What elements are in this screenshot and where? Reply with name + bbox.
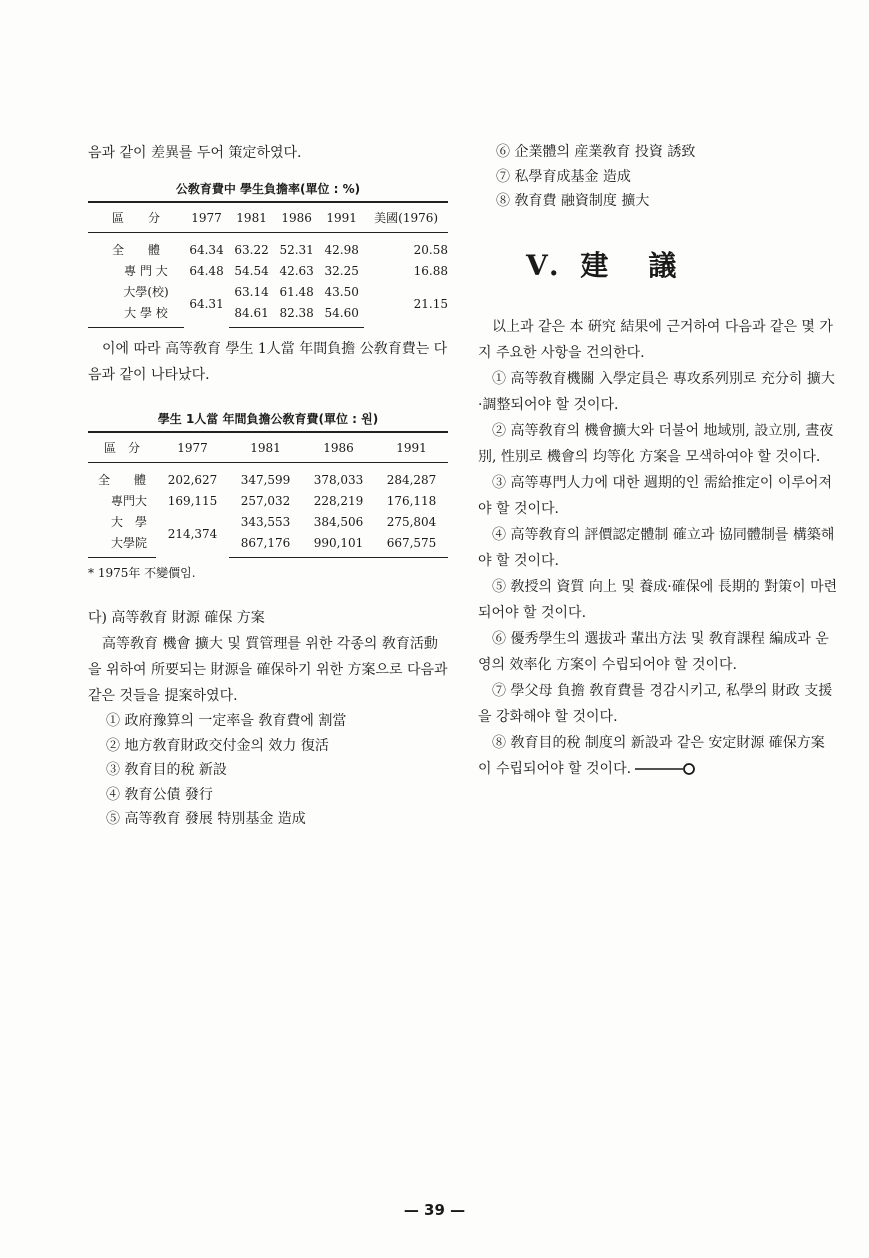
- recommendation-item: [478, 730, 838, 782]
- funding-proposal-list: [88, 709, 448, 832]
- table-row: [88, 511, 448, 532]
- left-column: [88, 140, 448, 832]
- recommendation-item: ② 高等敎育의 機會擴大와 더불어 地域別, 設立別, 晝夜別, 性別로 機會의 均等化 方案을 모색하여야 할 것이다.: [478, 422, 834, 465]
- table-cell: 82.38: [274, 302, 319, 328]
- table-header-cell: 1991: [319, 202, 364, 233]
- intro-text: 음과 같이 差異를 두어 策定하였다.: [88, 145, 302, 161]
- table-row: [88, 233, 448, 261]
- table-header-row: [88, 432, 448, 463]
- table-cell: 32.25: [324, 263, 359, 278]
- funding-proposal-list-continued: [478, 140, 838, 214]
- right-column: [478, 140, 838, 782]
- table-cell: 176,118: [386, 493, 437, 508]
- table-cell: 347,599: [240, 472, 291, 487]
- table-header-cell: 1981: [229, 202, 274, 233]
- row-label: 全 體: [97, 473, 146, 487]
- table-cell: 63.14: [234, 284, 269, 299]
- recommendations-list: [478, 366, 838, 782]
- recommendation-item: ⑤ 敎授의 資質 向上 및 養成·確保에 長期的 對策이 마련되어야 할 것이다.: [478, 578, 838, 621]
- table-header-cell: 1986: [274, 202, 319, 233]
- table-header-cell: 1991: [375, 432, 448, 463]
- list-item: ② 地方敎育財政交付金의 效力 復活: [106, 737, 329, 754]
- table-cell: 867,176: [229, 532, 302, 558]
- per-student-cost-table: [88, 431, 448, 558]
- table-cell: 990,101: [302, 532, 375, 558]
- table-cell: 343,553: [240, 514, 291, 529]
- table-header-cell: 區 分: [88, 202, 184, 233]
- section-subheading: 다) 高等敎育 財源 確保 方案: [88, 610, 265, 626]
- table-row: [88, 532, 448, 558]
- table-cell: 228,219: [313, 493, 364, 508]
- recommendation-item: ⑦ 學父母 負擔 敎育費를 경감시키고, 私學의 財政 支援을 강화해야 할 것이다.: [478, 682, 833, 725]
- table-cell: 257,032: [240, 493, 291, 508]
- student-burden-rate-table: [88, 201, 448, 328]
- table-cell: 64.34: [189, 242, 224, 257]
- list-item: ③ 敎育目的稅 新設: [106, 762, 227, 778]
- table-cell: 20.58: [413, 242, 448, 257]
- row-label: 專 門 大: [124, 264, 168, 278]
- table-row: [88, 260, 448, 281]
- recommendation-item: ④ 高等敎育의 評價認定體制 確立과 協同體制를 構築해야 할 것이다.: [478, 526, 835, 569]
- table-cell: 64.48: [189, 263, 224, 278]
- table-cell: 169,115: [167, 493, 218, 508]
- table-cell: 42.98: [324, 242, 359, 257]
- list-item: ⑦ 私學育成基金 造成: [496, 168, 631, 185]
- table-cell: 64.31: [189, 297, 224, 312]
- table-cell: 63.22: [234, 242, 269, 257]
- recommendation-item: ⑥ 優秀學生의 選拔과 輩出方法 및 敎育課程 編成과 운영의 效率化 方案이 수립되어야 할 것이다.: [478, 630, 829, 673]
- table-row: [88, 490, 448, 511]
- row-label: 大學(校): [123, 285, 169, 299]
- table-cell: 42.63: [279, 263, 314, 278]
- table-cell: 284,287: [386, 472, 437, 487]
- table-cell: 54.54: [234, 263, 269, 278]
- list-item: ⑥ 企業體의 産業敎育 投資 誘致: [496, 144, 696, 160]
- table-row: [88, 463, 448, 491]
- table-header-cell: 1977: [156, 432, 229, 463]
- row-label: 大 學 校: [88, 302, 184, 328]
- row-label: 專門大: [110, 494, 147, 508]
- table-cell: 275,804: [386, 514, 437, 529]
- end-mark-icon: [635, 762, 697, 776]
- table2-caption: 學生 1人當 年間負擔公敎育費(單位 : 원): [157, 412, 379, 426]
- section-title: V. 建 議: [526, 248, 683, 282]
- recommendation-item: ① 高等敎育機關 入學定員은 專攻系列別로 充分히 擴大·調整되어야 할 것이다.: [478, 370, 835, 413]
- paragraph: 以上과 같은 本 硏究 結果에 근거하여 다음과 같은 몇 가지 주요한 사항을 건의한다.: [478, 318, 833, 361]
- list-item: ⑧ 敎育費 融資制度 擴大: [496, 193, 650, 209]
- table-header-cell: 1986: [302, 432, 375, 463]
- row-label: 大學院: [88, 532, 156, 558]
- table1-caption: 公敎育費中 學生負擔率(單位 : %): [175, 182, 361, 196]
- list-item: ⑤ 高等敎育 發展 特別基金 造成: [106, 811, 306, 827]
- recommendation-item: ③ 高等專門人力에 대한 週期的인 需給推定이 이루어져야 할 것이다.: [478, 474, 832, 517]
- paragraph: 이에 따라 高等敎育 學生 1人當 年間負擔 公敎育費는 다음과 같이 나타났다.: [88, 341, 448, 383]
- paragraph: 高等敎育 機會 擴大 및 質管理를 위한 각종의 敎育活動을 위하여 所要되는 財源을 確保하기 위한 方案으로 다음과 같은 것들을 提案하였다.: [88, 636, 448, 704]
- page-number: — 39 —: [403, 1201, 466, 1219]
- table-cell: 384,506: [313, 514, 364, 529]
- table-cell: 61.48: [279, 284, 314, 299]
- row-label: 大 學: [110, 515, 147, 529]
- table-cell: 43.50: [324, 284, 359, 299]
- table-cell: 202,627: [167, 472, 218, 487]
- table-cell: 378,033: [313, 472, 364, 487]
- recommendation-text: ⑧ 敎育目的稅 制度의 新設과 같은 安定財源 確保方案이 수립되어야 할 것이다.: [478, 734, 825, 777]
- row-label: 全 體: [111, 243, 160, 257]
- table-header-cell: 1977: [184, 202, 229, 233]
- table-footnote: * 1975年 不變價임.: [88, 566, 196, 580]
- table-cell: 84.61: [229, 302, 274, 328]
- list-item: ④ 敎育公債 發行: [106, 786, 213, 803]
- table-cell: 667,575: [375, 532, 448, 558]
- table-header-row: [88, 202, 448, 233]
- table-cell: 21.15: [413, 297, 448, 312]
- table-cell: 16.88: [413, 263, 448, 278]
- table-header-cell: 美國(1976): [364, 202, 448, 233]
- table-row: [88, 281, 448, 302]
- table-header-cell: 區 分: [88, 432, 156, 463]
- table-header-cell: 1981: [229, 432, 302, 463]
- table-cell: 52.31: [279, 242, 314, 257]
- table-cell: 214,374: [167, 527, 218, 542]
- list-item: ① 政府豫算의 一定率을 敎育費에 割當: [106, 713, 347, 729]
- table-cell: 54.60: [319, 302, 364, 328]
